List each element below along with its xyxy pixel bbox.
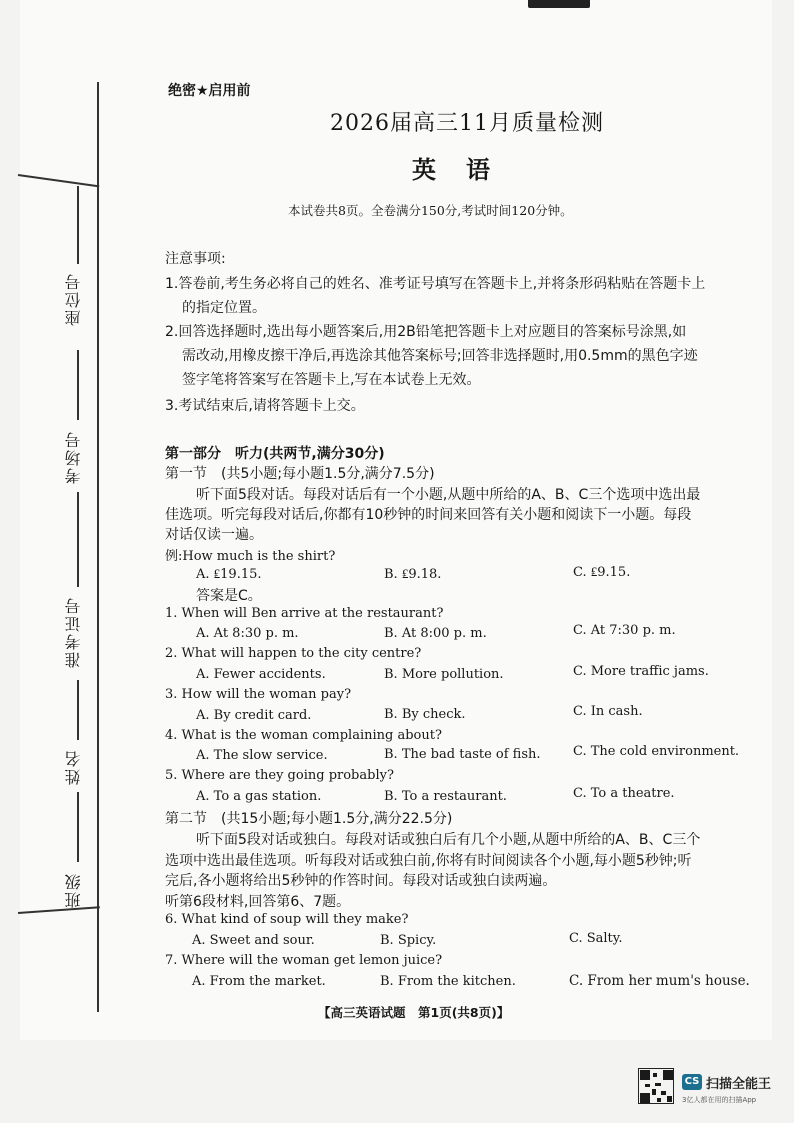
ticket-underline <box>77 492 79 587</box>
note-line-3: 2.回答选择题时,选出每小题答案后,用2B铅笔把答题卡上对应题目的答案标号涂黑,如 <box>165 324 687 340</box>
bind-field-class[interactable] <box>62 868 85 912</box>
question-4-option-c: C. The cold environment. <box>573 744 740 759</box>
section1-instr-3: 对话仅读一遍。 <box>165 527 263 543</box>
section2-instr-1: 听下面5段对话或独白。每段对话或独白后有几个小题,从题中所给的A、B、C三个 <box>196 832 701 848</box>
section2-instr-2: 选项中选出最佳选项。听每段对话或独白前,你将有时间阅读各个小题,每小题5秒钟;听 <box>165 853 692 869</box>
binding-line <box>97 82 99 1012</box>
example-question: 例:How much is the shirt? <box>165 549 336 564</box>
page-footer: 【高三英语试题 第1页(共8页)】 <box>318 1005 510 1020</box>
question-6: 6. What kind of soup will they make? <box>165 912 409 927</box>
subject-title: 英语 <box>412 156 520 184</box>
question-1-option-b: B. At 8:00 p. m. <box>384 626 487 641</box>
question-1-option-c: C. At 7:30 p. m. <box>573 623 676 638</box>
question-2-option-a: A. Fewer accidents. <box>196 667 326 682</box>
room-label: 考场号 <box>64 430 83 484</box>
question-2-option-c: C. More traffic jams. <box>573 664 709 679</box>
top-edge-mark <box>528 0 590 8</box>
exam-info: 本试卷共8页。全卷满分150分,考试时间120分钟。 <box>288 203 573 218</box>
question-6-option-a: A. Sweet and sour. <box>192 933 315 948</box>
bind-field-seat[interactable] <box>62 268 85 330</box>
note-line-1: 1.答卷前,考生务必将自己的姓名、准考证号填写在答题卡上,并将条形码粘贴在答题卡上 <box>165 276 706 292</box>
class-label: 班级 <box>64 872 83 908</box>
question-4-option-b: B. The bad taste of fish. <box>384 747 541 762</box>
bind-field-name[interactable] <box>62 745 85 789</box>
question-2-option-b: B. More pollution. <box>384 667 504 682</box>
camscanner-tagline: 3亿人都在用的扫描App <box>682 1096 757 1104</box>
camscanner-name: 扫描全能王 <box>706 1077 772 1092</box>
question-1: 1. When will Ben arrive at the restaurant? <box>165 606 444 621</box>
question-7-option-a: A. From the market. <box>192 974 326 989</box>
question-7-option-c: C. From her mum's house. <box>569 973 750 989</box>
room-underline <box>77 350 79 420</box>
bind-field-room[interactable] <box>62 426 85 488</box>
question-7-option-b: B. From the kitchen. <box>380 974 516 989</box>
note-line-5: 签字笔将答案写在答题卡上,写在本试卷上无效。 <box>182 372 481 388</box>
section1-heading: 第一节 (共5小题;每小题1.5分,满分7.5分) <box>165 466 435 482</box>
note-line-2: 的指定位置。 <box>182 300 266 316</box>
note-line-6: 3.考试结束后,请将答题卡上交。 <box>165 398 365 414</box>
name-underline <box>77 680 79 740</box>
note-line-4: 需改动,用橡皮擦干净后,再选涂其他答案标号;回答非选择题时,用0.5mm的黑色字迹 <box>182 348 698 364</box>
seat-underline <box>77 186 79 264</box>
qr-code-icon <box>638 1068 674 1104</box>
scanner-watermark <box>638 1068 788 1110</box>
ticket-label: 准考证号 <box>64 596 83 668</box>
question-1-option-a: A. At 8:30 p. m. <box>196 626 299 641</box>
section1-instr-2: 佳选项。听完每段对话后,你都有10秒钟的时间来回答有关小题和阅读下一小题。每段 <box>165 507 692 523</box>
question-5-option-a: A. To a gas station. <box>196 789 322 804</box>
example-option-b: B. ₤9.18. <box>384 567 442 582</box>
question-5-option-c: C. To a theatre. <box>573 786 675 801</box>
section2-instr-3: 完后,各小题将给出5秒钟的作答时间。每段对话或独白读两遍。 <box>165 873 557 889</box>
exam-title: 2026届高三11月质量检测 <box>330 111 604 136</box>
question-3: 3. How will the woman pay? <box>165 687 352 702</box>
question-5-option-b: B. To a restaurant. <box>384 789 507 804</box>
question-3-option-a: A. By credit card. <box>196 708 312 723</box>
name-label: 姓名 <box>64 749 83 785</box>
secret-mark: 绝密★启用前 <box>168 83 251 99</box>
question-3-option-b: B. By check. <box>384 707 466 722</box>
question-6-option-c: C. Salty. <box>569 931 623 946</box>
notes-heading: 注意事项: <box>165 251 226 267</box>
question-4: 4. What is the woman complaining about? <box>165 728 442 743</box>
section2-heading: 第二节 (共15小题;每小题1.5分,满分22.5分) <box>165 811 453 827</box>
part1-heading: 第一部分 听力(共两节,满分30分) <box>165 446 385 462</box>
example-option-a: A. ₤19.15. <box>196 567 262 582</box>
question-6-option-b: B. Spicy. <box>380 933 437 948</box>
seat-label: 座位号 <box>64 272 83 326</box>
question-5: 5. Where are they going probably? <box>165 768 394 783</box>
bind-field-ticket[interactable] <box>62 592 85 672</box>
question-2: 2. What will happen to the city centre? <box>165 646 422 661</box>
class-underline <box>77 792 79 862</box>
example-answer: 答案是C。 <box>196 588 262 604</box>
example-option-c: C. ₤9.15. <box>573 565 631 580</box>
question-4-option-a: A. The slow service. <box>196 748 328 763</box>
section1-instr-1: 听下面5段对话。每段对话后有一个小题,从题中所给的A、B、C三个选项中选出最 <box>196 487 701 503</box>
question-7: 7. Where will the woman get lemon juice? <box>165 953 443 968</box>
question-3-option-c: C. In cash. <box>573 704 643 719</box>
camscanner-logo: CS <box>682 1074 702 1090</box>
material-6-heading: 听第6段材料,回答第6、7题。 <box>165 894 351 910</box>
